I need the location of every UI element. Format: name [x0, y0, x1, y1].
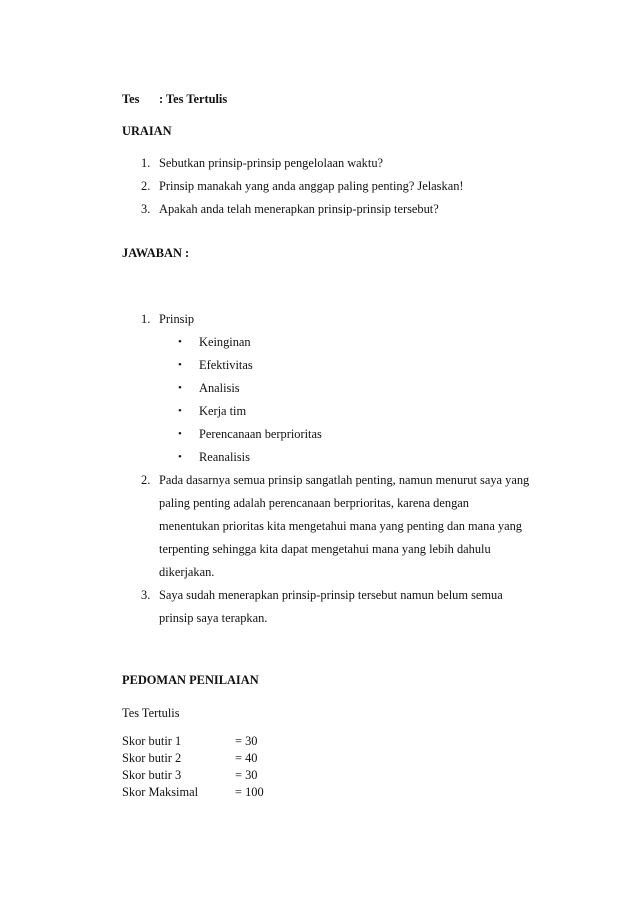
bullet-icon: • — [178, 451, 182, 463]
answer-line: menentukan prioritas kita mengetahui mana yang penting dan mana yang — [159, 519, 523, 533]
answer-number: 3. — [141, 588, 151, 602]
principle-text: Reanalisis — [199, 450, 250, 464]
principle-text: Efektivitas — [199, 358, 253, 372]
score-value: = 30 — [235, 768, 258, 782]
test-type-value: : Tes Tertulis — [159, 92, 228, 106]
bullet-icon: • — [178, 382, 182, 394]
jawaban-heading: JAWABAN : — [122, 246, 190, 260]
answer-line: Pada dasarnya semua prinsip sangatlah penting, namun menurut saya yang — [159, 473, 530, 487]
answer-number: 1. — [141, 312, 151, 326]
bullet-icon: • — [178, 336, 182, 348]
score-value: = 40 — [235, 751, 258, 765]
answer-line: prinsip saya terapkan. — [159, 611, 268, 625]
test-label: Tes — [122, 92, 140, 106]
question-number: 1. — [141, 156, 151, 170]
principle-text: Perencanaan berprioritas — [199, 427, 322, 441]
answer-line: dikerjakan. — [159, 565, 215, 579]
score-value: = 30 — [235, 734, 258, 748]
bullet-icon: • — [178, 428, 182, 440]
score-value: = 100 — [235, 785, 264, 799]
bullet-icon: • — [178, 359, 182, 371]
score-label: Skor butir 1 — [122, 734, 182, 748]
answer-line: Saya sudah menerapkan prinsip-prinsip tersebut namun belum semua — [159, 588, 503, 602]
pedoman-subheading: Tes Tertulis — [122, 706, 180, 720]
question-text: Apakah anda telah menerapkan prinsip-prinsip tersebut? — [159, 202, 439, 216]
principle-text: Kerja tim — [199, 404, 247, 418]
answer-line: terpenting sehingga kita dapat mengetahui mana yang lebih dahulu — [159, 542, 491, 556]
score-label: Skor Maksimal — [122, 785, 199, 799]
principle-text: Keinginan — [199, 335, 251, 349]
answer-text: Prinsip — [159, 312, 195, 326]
question-text: Sebutkan prinsip-prinsip pengelolaan waktu? — [159, 156, 384, 170]
question-text: Prinsip manakah yang anda anggap paling penting? Jelaskan! — [159, 179, 464, 193]
principle-text: Analisis — [199, 381, 240, 395]
score-label: Skor butir 3 — [122, 768, 182, 782]
pedoman-heading: PEDOMAN PENILAIAN — [122, 673, 259, 687]
score-label: Skor butir 2 — [122, 751, 182, 765]
bullet-icon: • — [178, 405, 182, 417]
answer-line: paling penting adalah perencanaan berprioritas, karena dengan — [159, 496, 469, 510]
uraian-heading: URAIAN — [122, 124, 172, 138]
question-number: 2. — [141, 179, 151, 193]
answer-number: 2. — [141, 473, 151, 487]
question-number: 3. — [141, 202, 151, 216]
